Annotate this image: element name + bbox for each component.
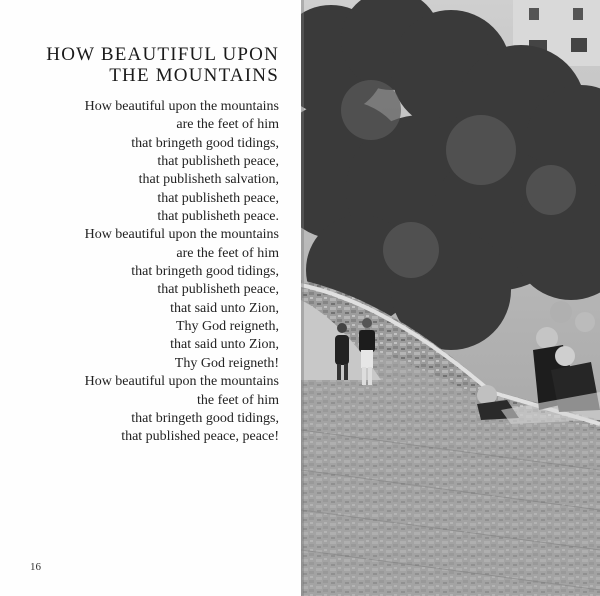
poem-line: that bringeth good tidings, (131, 264, 279, 280)
poem-line: that bringeth good tidings, (131, 410, 279, 426)
poem-line: are the feet of him (176, 117, 279, 133)
photo-illustration (301, 0, 600, 596)
poem-line: How beautiful upon the mountains (84, 227, 279, 243)
poem-line: How beautiful upon the mountains (84, 374, 279, 390)
poem-line: are the feet of him (176, 245, 279, 261)
poem-line: that bringeth good tidings, (131, 135, 279, 151)
poem-title-line-1: HOW BEAUTIFUL UPON (46, 44, 279, 65)
page-number: 16 (30, 561, 41, 573)
poem-line: that publisheth peace, (157, 154, 279, 170)
poem-line: that said unto Zion, (170, 300, 279, 316)
poem-line: that publisheth salvation, (138, 172, 279, 188)
poem-line: that published peace, peace! (121, 429, 279, 445)
poem-line: the feet of him (196, 392, 279, 408)
poem-title-line-2: THE MOUNTAINS (109, 65, 279, 86)
poem-line: that publisheth peace, (157, 282, 279, 298)
poem-line: that publisheth peace. (157, 209, 279, 225)
poem-title (46, 44, 279, 86)
poem-line: that publisheth peace, (157, 190, 279, 206)
poem-line: Thy God reigneth! (174, 355, 279, 371)
poem-line: that said unto Zion, (170, 337, 279, 353)
poem-body (85, 98, 279, 447)
bridge-photograph (301, 0, 600, 596)
poem-line: Thy God reigneth, (175, 319, 279, 335)
poem-line: How beautiful upon the mountains (84, 99, 279, 114)
